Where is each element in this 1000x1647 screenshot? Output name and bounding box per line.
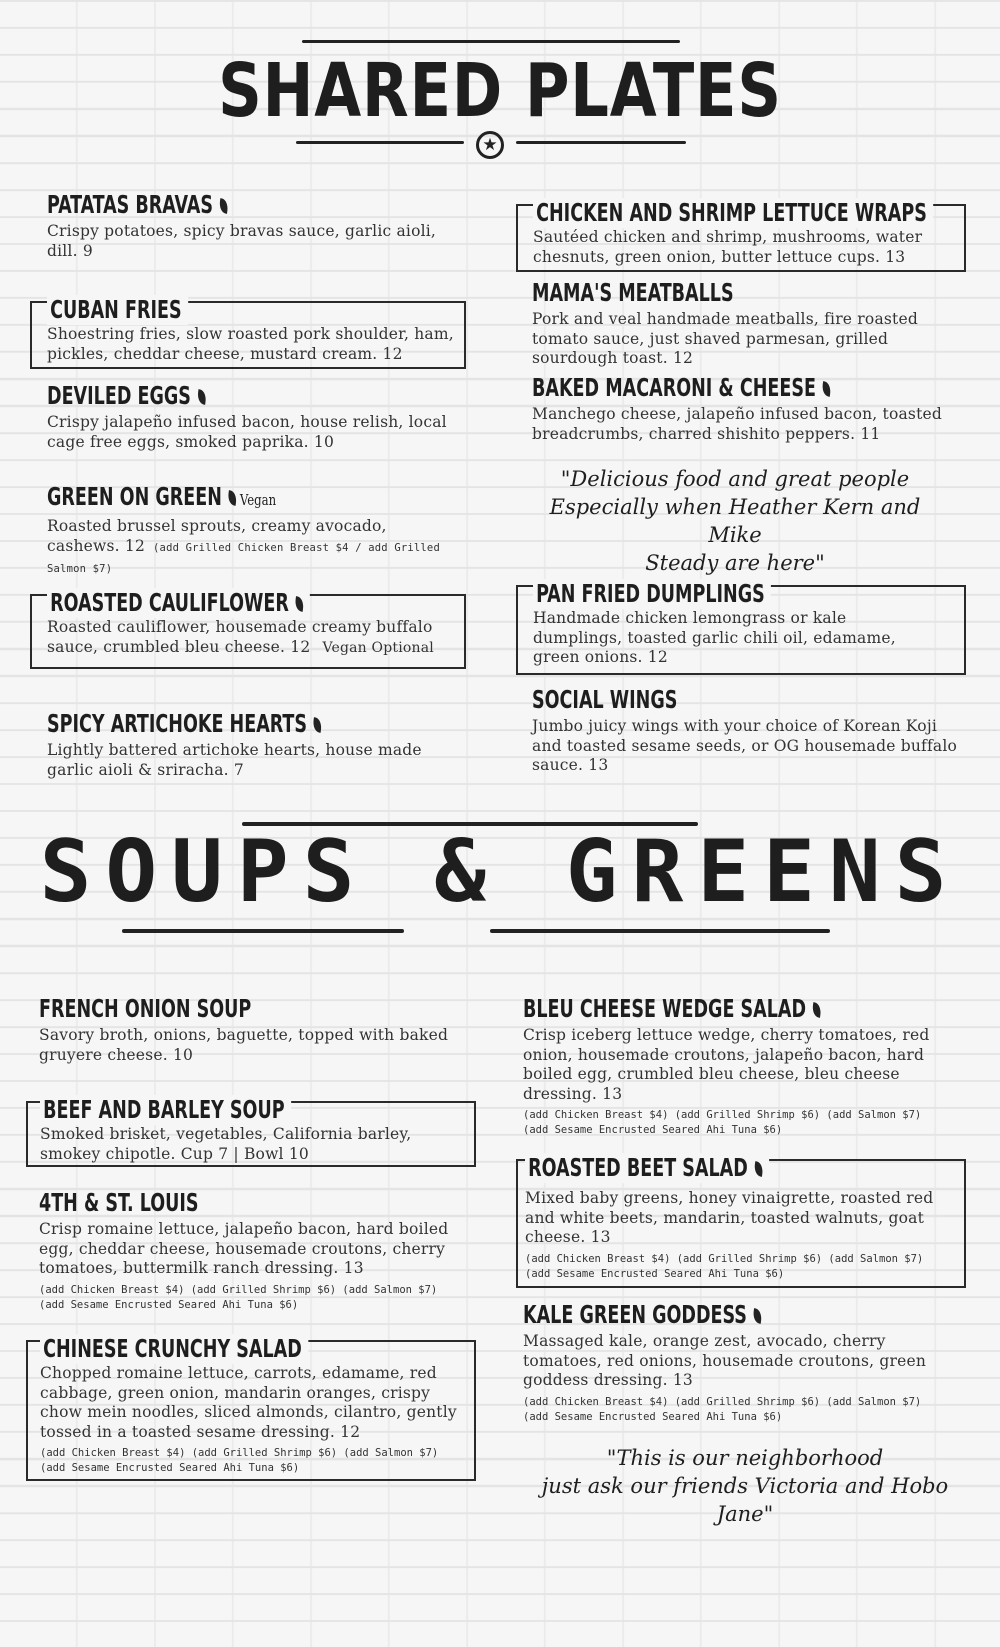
item-name: FRENCH ONION SOUP: [39, 994, 252, 1023]
menu-item-mamas-meatballs: [532, 278, 962, 369]
menu-item-roasted-cauliflower: [30, 588, 466, 669]
item-name: ROASTED CAULIFLOWER: [50, 588, 289, 617]
vegetarian-leaf-icon: [294, 596, 304, 612]
menu-item-chinese-crunchy-salad: [26, 1334, 476, 1481]
item-addon: (add Chicken Breast $4) (add Grilled Shrimp $6) (add Salmon $7): [40, 1447, 439, 1459]
title-rule-left: [296, 141, 464, 144]
vegan-optional-note: Vegan Optional: [322, 639, 434, 656]
item-name: GREEN ON GREEN: [47, 482, 222, 511]
item-addon: (add Grilled Chicken Breast $4 / add Grilled Salmon $7): [47, 541, 440, 575]
vegetarian-leaf-icon: [811, 1002, 821, 1018]
item-description: Crispy potatoes, spicy bravas sauce, garlic aioli, dill. 9: [47, 222, 437, 260]
vegan-tag: Vegan: [239, 491, 277, 509]
item-name: BEEF AND BARLEY SOUP: [43, 1095, 285, 1124]
item-addon: (add Sesame Encrusted Seared Ahi Tuna $6): [39, 1298, 299, 1311]
menu-item-kale-green-goddess: [523, 1300, 958, 1425]
soups-greens-title: SOUPS & GREENS: [39, 822, 961, 922]
item-description: Crisp iceberg lettuce wedge, cherry tomatoes, red onion, housemade croutons, jalapeño bacon, hard boiled egg, crumbled bleu cheese, bleu cheese dressing. 13: [523, 1026, 930, 1103]
item-name: KALE GREEN GODDESS: [523, 1300, 747, 1329]
item-addon: (add Sesame Encrusted Seared Ahi Tuna $6): [525, 1267, 785, 1280]
menu-item-spicy-artichoke-hearts: [47, 709, 467, 780]
vegetarian-leaf-icon: [752, 1308, 762, 1324]
item-name: DEVILED EGGS: [47, 381, 191, 410]
menu-item-cuban-fries: [30, 295, 466, 369]
item-name: BAKED MACARONI & CHEESE: [532, 373, 816, 402]
item-name: CUBAN FRIES: [50, 295, 182, 324]
menu-item-deviled-eggs: [47, 381, 467, 452]
item-name: MAMA'S MEATBALLS: [532, 278, 734, 307]
customer-quote-victoria: "This is our neighborhood just ask our friends Victoria and Hobo Jane": [541, 1446, 949, 1526]
item-description: Handmade chicken lemongrass or kale dumplings, toasted garlic chili oil, edamame, green onions. 12: [533, 609, 896, 666]
customer-quote-heather: "Delicious food and great people Especially when Heather Kern and Mike Steady are here": [549, 467, 921, 575]
title-rule-left: [122, 929, 404, 933]
item-description: Pork and veal handmade meatballs, fire roasted tomato sauce, just shaved parmesan, grilled sourdough toast. 12: [532, 310, 918, 367]
menu-item-french-onion-soup: [39, 994, 469, 1065]
item-name: 4TH & ST. LOUIS: [39, 1188, 199, 1217]
title-rule-top: [302, 40, 680, 43]
item-name: ROASTED BEET SALAD: [528, 1153, 748, 1182]
item-addon: (add Sesame Encrusted Seared Ahi Tuna $6): [40, 1462, 300, 1474]
menu-item-beef-and-barley-soup: [26, 1095, 476, 1167]
vegetarian-leaf-icon: [227, 490, 237, 506]
menu-item-4th-and-st-louis: [39, 1188, 469, 1313]
item-name: SOCIAL WINGS: [532, 685, 678, 714]
item-name: CHINESE CRUNCHY SALAD: [43, 1334, 302, 1363]
item-description: Shoestring fries, slow roasted pork shoulder, ham, pickles, cheddar cheese, mustard cream. 12: [47, 325, 454, 363]
vegetarian-leaf-icon: [312, 717, 322, 733]
menu-item-social-wings: [532, 685, 962, 776]
title-rule-right: [490, 929, 830, 933]
item-addon: (add Sesame Encrusted Seared Ahi Tuna $6): [523, 1410, 783, 1423]
item-addon: (add Sesame Encrusted Seared Ahi Tuna $6): [523, 1124, 783, 1136]
item-name: BLEU CHEESE WEDGE SALAD: [523, 994, 807, 1023]
item-addon: (add Chicken Breast $4) (add Grilled Shrimp $6) (add Salmon $7): [523, 1109, 922, 1121]
star-icon: ★: [476, 131, 504, 159]
item-name: PAN FRIED DUMPLINGS: [536, 579, 765, 608]
item-description: Jumbo juicy wings with your choice of Korean Koji and toasted sesame seeds, or OG housemade buffalo sauce. 13: [532, 717, 958, 774]
item-addon: (add Chicken Breast $4) (add Grilled Shrimp $6) (add Salmon $7): [525, 1252, 924, 1265]
vegetarian-leaf-icon: [821, 381, 831, 397]
item-description: Manchego cheese, jalapeño infused bacon, toasted breadcrumbs, charred shishito peppers. 11: [532, 405, 943, 443]
menu-item-lettuce-wraps: [516, 198, 966, 272]
item-addon: (add Chicken Breast $4) (add Grilled Shrimp $6) (add Salmon $7): [523, 1395, 922, 1408]
item-addon: (add Chicken Breast $4) (add Grilled Shrimp $6) (add Salmon $7): [39, 1283, 438, 1296]
item-description: Crispy jalapeño infused bacon, house relish, local cage free eggs, smoked paprika. 10: [47, 413, 447, 451]
vegetarian-leaf-icon: [218, 198, 228, 214]
menu-item-baked-mac-and-cheese: [532, 373, 962, 444]
item-description: Massaged kale, orange zest, avocado, cherry tomatoes, red onions, housemade croutons, green goddess dressing. 13: [523, 1332, 927, 1389]
item-description: Roasted brussel sprouts, creamy avocado, cashews. 12: [47, 517, 387, 555]
item-description: Chopped romaine lettuce, carrots, edamame, red cabbage, green onion, mandarin oranges, crispy chow mein noodles, sliced almonds, cilantro, gently tossed in a toasted sesame dressing. 12: [40, 1364, 457, 1441]
title-rule-right: [516, 141, 686, 144]
item-name: CHICKEN AND SHRIMP LETTUCE WRAPS: [536, 198, 927, 227]
item-description: Crisp romaine lettuce, jalapeño bacon, hard boiled egg, cheddar cheese, housemade croutons, cherry tomatoes, buttermilk ranch dressing. 13: [39, 1220, 449, 1277]
item-description: Smoked brisket, vegetables, California barley, smokey chipotle. Cup 7 | Bowl 10: [40, 1125, 412, 1163]
vegetarian-leaf-icon: [196, 389, 206, 405]
item-description: Sautéed chicken and shrimp, mushrooms, water chesnuts, green onion, butter lettuce cups. 13: [533, 228, 923, 266]
shared-plates-title: SHARED PLATES: [218, 48, 782, 134]
menu-item-bleu-cheese-wedge-salad: [523, 994, 958, 1138]
item-description: Roasted cauliflower, housemade creamy buffalo sauce, crumbled bleu cheese. 12: [47, 618, 433, 656]
item-name: SPICY ARTICHOKE HEARTS: [47, 709, 308, 738]
item-description: Lightly battered artichoke hearts, house made garlic aioli & sriracha. 7: [47, 741, 422, 779]
menu-item-patatas-bravas: [47, 190, 467, 261]
item-description: Mixed baby greens, honey vinaigrette, roasted red and white beets, mandarin, toasted walnuts, goat cheese. 13: [525, 1189, 934, 1246]
menu-item-green-on-green: [47, 482, 497, 580]
vegetarian-leaf-icon: [753, 1161, 763, 1177]
menu-item-roasted-beet-salad: [516, 1153, 966, 1288]
item-description: Savory broth, onions, baguette, topped with baked gruyere cheese. 10: [39, 1026, 449, 1064]
menu-item-pan-fried-dumplings: [516, 579, 966, 675]
item-name: PATATAS BRAVAS: [47, 190, 214, 219]
